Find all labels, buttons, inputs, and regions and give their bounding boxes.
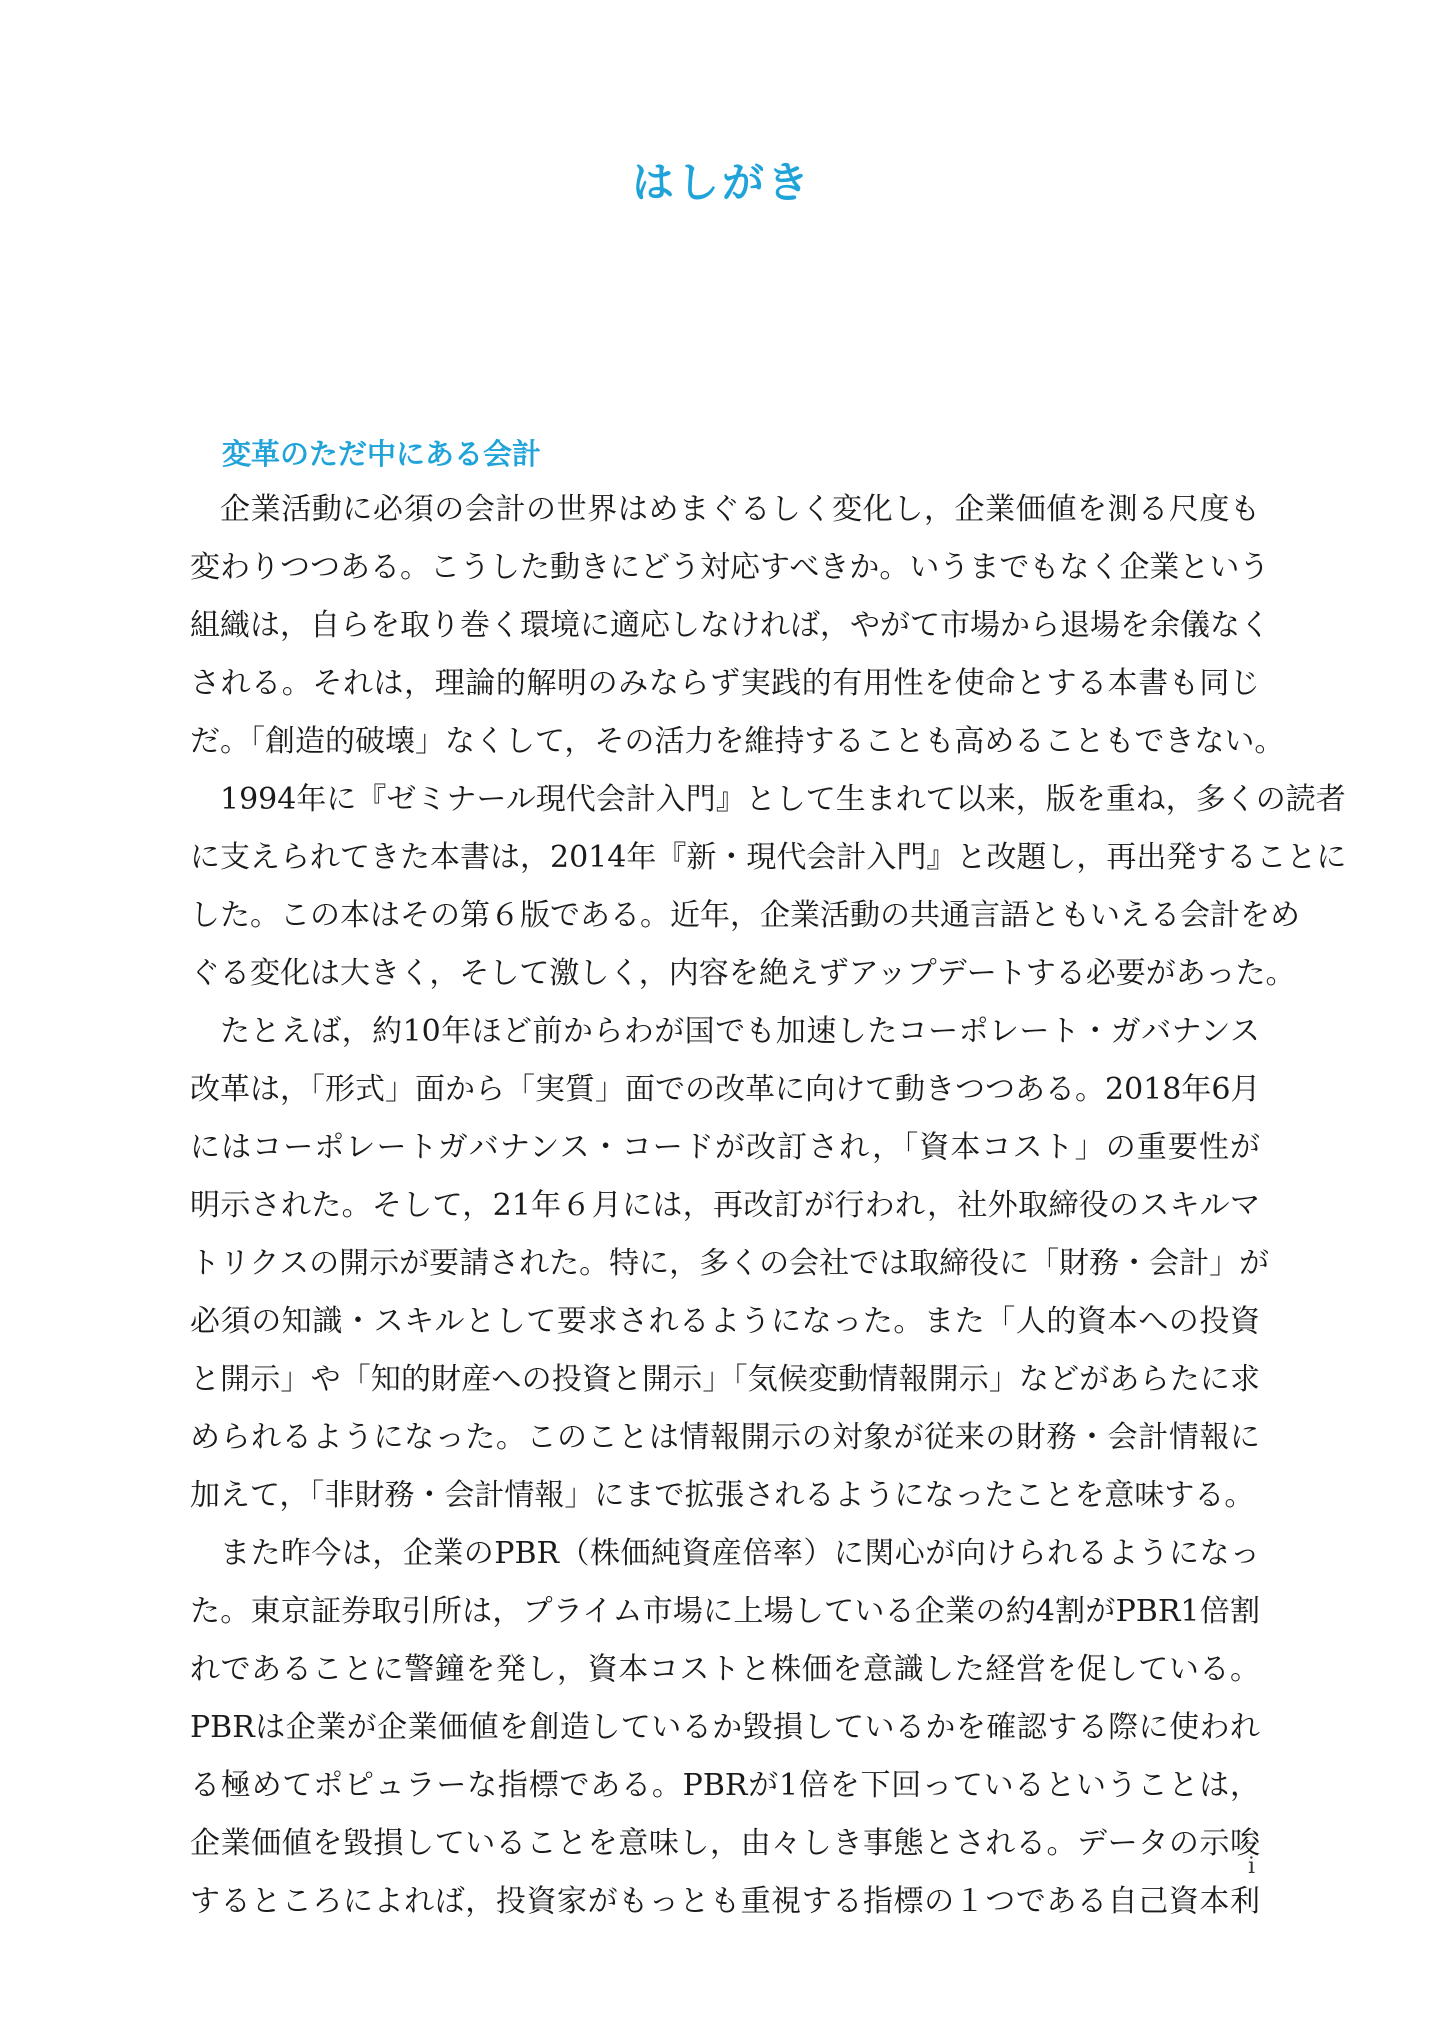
paragraph-4-line-3: れであることに警鐘を発し，資本コストと株価を意識した経営を促している。 (190, 1652, 1260, 1687)
paragraph-3-line-1: たとえば，約10年ほど前からわが国でも加速したコーポレート・ガバナンス (220, 1014, 1260, 1049)
paragraph-3-line-3: にはコーポレートガバナンス・コードが改訂され，「資本コスト」の重要性が (190, 1130, 1260, 1165)
paragraph-4-line-4: PBRは企業が企業価値を創造しているか毀損しているかを確認する際に使われ (190, 1710, 1260, 1745)
page-title: はしがき (631, 158, 812, 207)
paragraph-1-line-3: 組織は，自らを取り巻く環境に適応しなければ，やがて市場から退場を余儀なく (190, 608, 1270, 643)
paragraph-2-line-3: した。この本はその第６版である。近年，企業活動の共通言語ともいえる会計をめ (190, 898, 1300, 933)
paragraph-1-line-5: だ。「創造的破壊」なくして，その活力を維持することも高めることもできない。 (190, 724, 1285, 759)
page-number: i (1248, 1854, 1256, 1879)
paragraph-2-line-4: ぐる変化は大きく，そして激しく，内容を絶えずアップデートする必要があった。 (190, 956, 1296, 991)
paragraph-2-line-2: に支えられてきた本書は，2014年『新・現代会計入門』と改題し，再出発することに (190, 840, 1347, 875)
paragraph-1-line-4: される。それは，理論的解明のみならず実践的有用性を使命とする本書も同じ (190, 666, 1260, 701)
paragraph-4-line-1: また昨今は，企業のPBR（株価純資産倍率）に関心が向けられるようになっ (220, 1536, 1260, 1571)
paragraph-3-line-4: 明示された。そして，21年６月には，再改訂が行われ，社外取締役のスキルマ (190, 1188, 1260, 1223)
paragraph-3-line-2: 改革は，「形式」面から「実質」面での改革に向けて動きつつある。2018年6月 (190, 1072, 1261, 1107)
paragraph-3-line-7: と開示」や「知的財産への投資と開示」「気候変動情報開示」などがあらたに求 (190, 1362, 1260, 1397)
paragraph-3-line-9: 加えて，「非財務・会計情報」にまで拡張されるようになったことを意味する。 (190, 1478, 1255, 1513)
paragraph-3-line-6: 必須の知識・スキルとして要求されるようになった。また「人的資本への投資 (190, 1304, 1260, 1339)
paragraph-4-line-2: た。東京証券取引所は，プライム市場に上場している企業の約4割がPBR1倍割 (190, 1594, 1260, 1629)
paragraph-4-line-6: 企業価値を毀損していることを意味し，由々しき事態とされる。データの示唆 (190, 1826, 1260, 1861)
paragraph-1-line-2: 変わりつつある。こうした動きにどう対応すべきか。いうまでもなく企業という (190, 550, 1270, 585)
paragraph-2-line-1: 1994年に『ゼミナール現代会計入門』として生まれて以来，版を重ね，多くの読者 (220, 782, 1346, 817)
paragraph-1-line-1: 企業活動に必須の会計の世界はめまぐるしく変化し，企業価値を測る尺度も (220, 492, 1260, 527)
paragraph-3-line-5: トリクスの開示が要請された。特に，多くの会社では取締役に「財務・会計」が (190, 1246, 1270, 1281)
paragraph-4-line-7: するところによれば，投資家がもっとも重視する指標の１つである自己資本利 (190, 1884, 1260, 1919)
paragraph-4-line-5: る極めてポピュラーな指標である。PBRが1倍を下回っているということは， (190, 1768, 1260, 1803)
paragraph-3-line-8: められるようになった。このことは情報開示の対象が従来の財務・会計情報に (190, 1420, 1260, 1455)
body-text (190, 481, 1347, 1931)
section-heading: 変革のただ中にある会計 (222, 437, 542, 471)
